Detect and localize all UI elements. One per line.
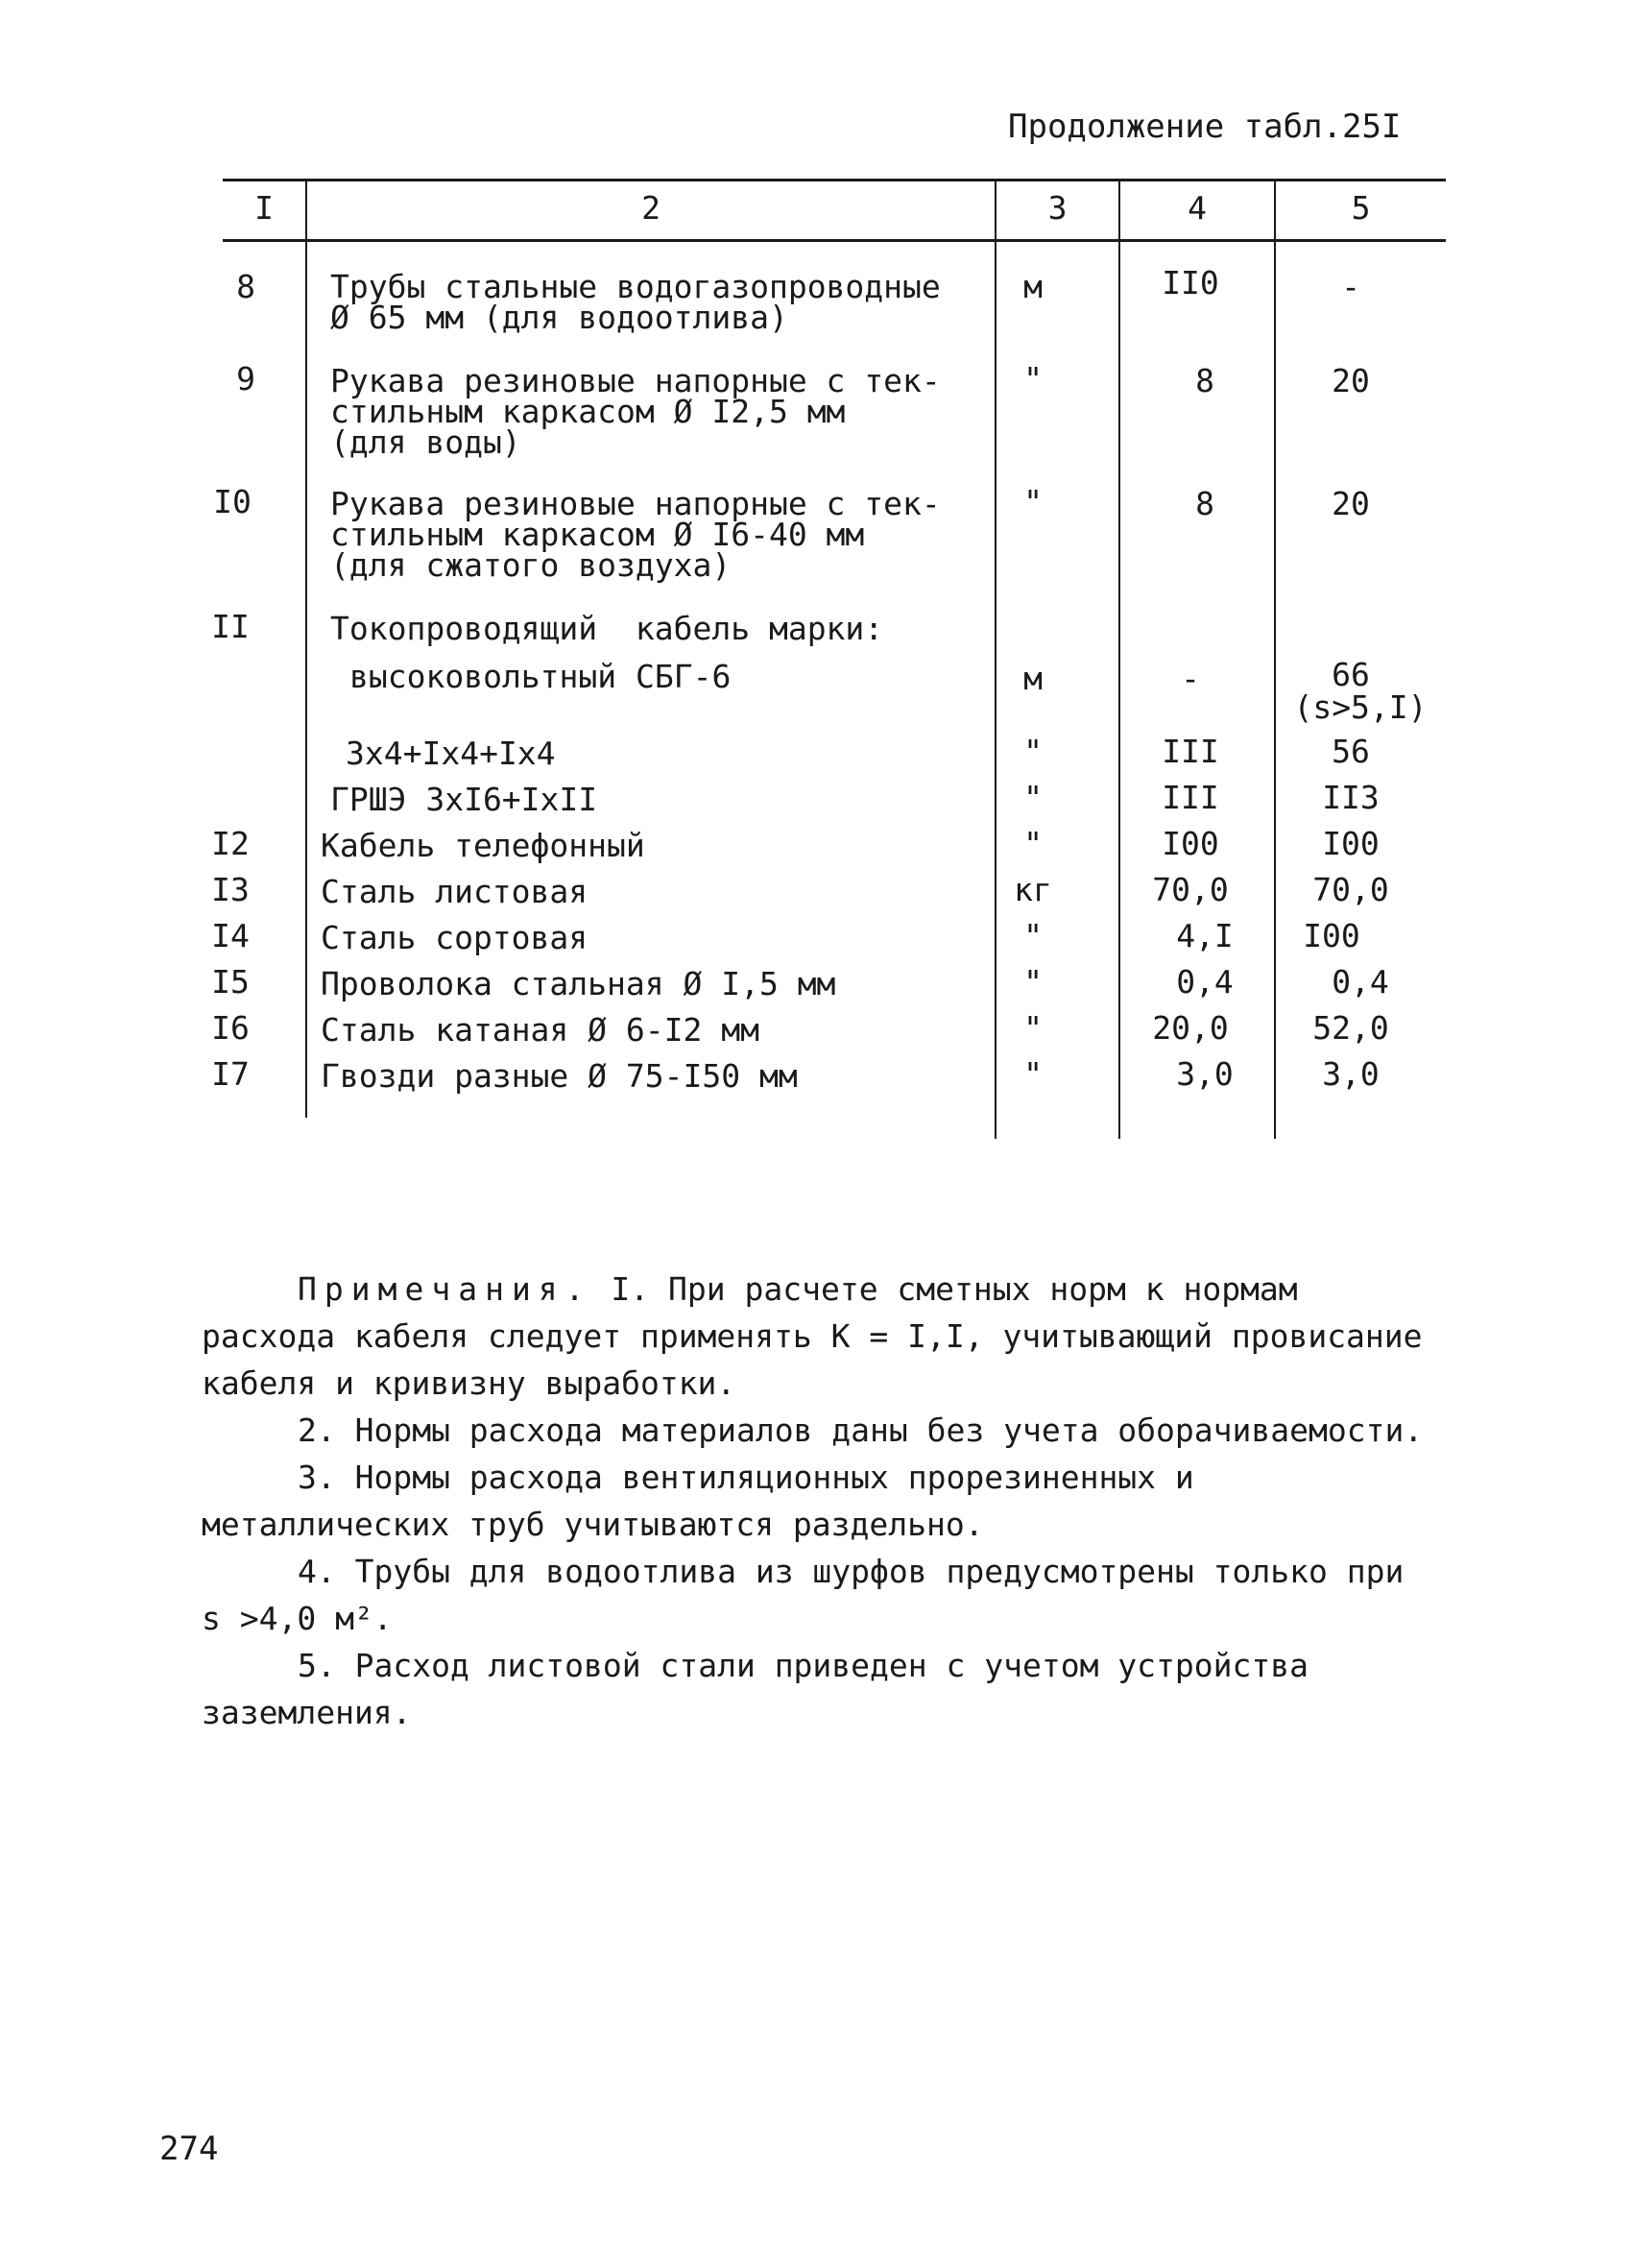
row-col5: 56 [1332,733,1370,770]
row-name-line: Гвозди разные Ø 75-I50 мм [321,1057,798,1095]
row-name-line: Проволока стальная Ø I,5 мм [321,965,836,1002]
col-divider-1 [305,179,307,1118]
row-name-line: 3x4+Ix4+Ix4 [346,735,556,772]
note-item: 4. Трубы для водоотлива из шурфов предусмотрены только при s >4,0 м². [202,1553,1405,1637]
row-number: I4 [211,917,250,954]
column-header-2: 2 [641,189,660,227]
row-unit: " [1023,1055,1043,1093]
column-header-1: I [254,189,274,227]
row-number: I0 [213,483,252,520]
row-name-line: высоковольтный СБГ-6 [349,658,732,695]
row-col4: III [1162,733,1219,770]
column-header-5: 5 [1351,189,1371,227]
row-name-line: Сталь сортовая [321,919,588,956]
row-col4: II0 [1162,264,1219,302]
notes-heading: Примечания. [298,1270,592,1308]
row-number: I5 [211,963,250,1001]
row-unit: " [1023,483,1043,520]
row-name-line: Токопроводящий кабель марки: [330,610,884,647]
row-col4: 8 [1195,485,1214,522]
row-col4: I00 [1162,825,1219,862]
row-col5: II3 [1322,779,1380,816]
row-name-line: Рукава резиновые напорные с тек- [330,362,941,399]
note-item: 3. Нормы расхода вентиляционных прорезиненных и металлических труб учитываются раздельно. [202,1459,1194,1543]
row-name-line: Рукава резиновые напорные с тек- [330,485,941,522]
table-header-rule [223,239,1446,242]
row-unit: " [1023,779,1043,816]
row-number: 9 [236,360,255,398]
row-name-line: ГРШЭ 3xI6+IxII [330,781,598,818]
row-number: I7 [211,1055,250,1093]
row-col5: I00 [1322,825,1380,862]
row-col4: 4,I [1176,917,1234,954]
row-col5: 0,4 [1332,963,1389,1001]
row-name-line: Ø 65 мм (для водоотлива) [330,299,788,336]
row-unit: кг [1014,871,1052,908]
row-col5: 20 [1332,485,1370,522]
row-col4: 70,0 [1152,871,1229,908]
note-item: Примечания. I. При расчете сметных норм к нормам расхода кабеля следует применять К = I,I, учитывающий провисание кабеля и кривизну выработки. [202,1270,1423,1402]
row-number: 8 [236,268,255,305]
row-col4: 3,0 [1176,1055,1234,1093]
row-col4: 0,4 [1176,963,1234,1001]
row-name-line: стильным каркасом Ø I2,5 мм [330,393,846,430]
column-header-3: 3 [1047,189,1068,227]
row-name-line: Трубы стальные водогазопроводные [330,268,941,305]
row-col5: - [1341,268,1360,305]
notes-section [202,1266,1430,1736]
row-col4: 8 [1195,362,1214,399]
row-col4: 20,0 [1152,1009,1229,1047]
table-top-rule [223,179,1446,181]
table-continuation-label: Продолжение табл.25I [1008,108,1402,146]
row-number: I6 [211,1009,250,1047]
row-name-line: (для воды) [330,423,521,461]
row-name-line: стильным каркасом Ø I6-40 мм [330,516,865,553]
page-number: 274 [159,2130,219,2168]
row-col5: 52,0 [1312,1009,1389,1047]
row-unit: " [1023,733,1043,770]
row-unit: м [1023,268,1043,305]
row-col4: - [1181,660,1200,697]
row-col5: 66 [1332,656,1370,693]
row-number: I2 [211,825,250,862]
note-item: 2. Нормы расхода материалов даны без учета оборачиваемости. [298,1411,1424,1449]
row-unit: " [1023,963,1043,1001]
column-header-4: 4 [1188,189,1207,227]
note-item: 5. Расход листовой стали приведен с учетом устройства заземления. [202,1647,1309,1731]
row-col5: (s>5,I) [1293,688,1428,726]
row-unit: " [1023,825,1043,862]
col-divider-3 [1118,179,1120,1139]
row-col5: 20 [1332,362,1370,399]
row-name-line: Кабель телефонный [321,827,645,864]
row-unit: м [1023,660,1043,697]
row-unit: " [1023,1009,1043,1047]
row-col5: I00 [1303,917,1360,954]
row-number: II [211,608,250,645]
row-col4: III [1162,779,1219,816]
row-unit: " [1023,360,1043,398]
row-name-line: Сталь листовая [321,873,588,910]
row-name-line: Сталь катаная Ø 6-I2 мм [321,1011,759,1049]
row-name-line: (для сжатого воздуха) [330,546,732,584]
row-col5: 70,0 [1312,871,1389,908]
row-number: I3 [211,871,250,908]
row-col5: 3,0 [1322,1055,1380,1093]
row-unit: " [1023,917,1043,954]
